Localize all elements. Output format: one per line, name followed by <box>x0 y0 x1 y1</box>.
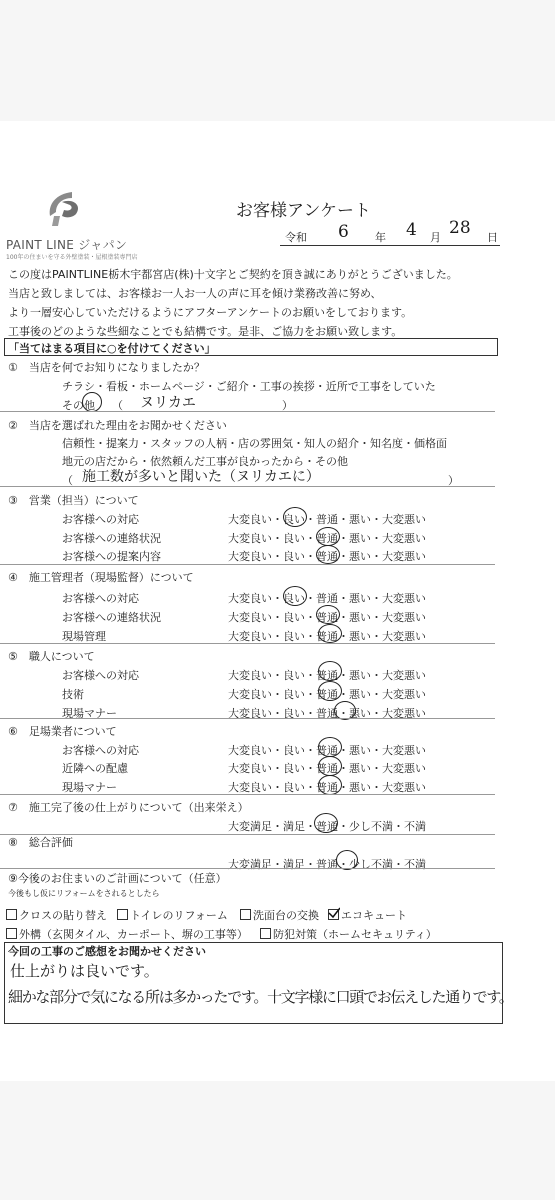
date-era: 令和 <box>285 231 307 244</box>
checkbox[interactable] <box>260 928 271 939</box>
page-title: お客様アンケート <box>236 201 371 221</box>
q6-answer-2-circle <box>318 756 342 776</box>
q5-scale-1: 大変良い・良い・普通・悪い・大変悪い <box>228 669 426 682</box>
q1-other-circle <box>82 392 102 412</box>
option-label: 外構（玄関タイル、カーポート、塀の工事等） <box>19 928 248 941</box>
intro-line-1: この度はPAINTLINE栃木宇都宮店(株)十文字とご契約を頂き誠にありがとうございました。 <box>8 268 458 281</box>
q6-scale-1: 大変良い・良い・普通・悪い・大変悪い <box>228 744 426 757</box>
divider-q1 <box>0 411 495 412</box>
q8-scale: 大変満足・満足・普通・少し不満・不満 <box>228 858 426 871</box>
divider-q5 <box>0 718 495 719</box>
checkbox[interactable] <box>6 928 17 939</box>
date-month: 4 <box>406 220 417 240</box>
q9-subtext: 今後もし仮にリフォームをされるとしたら <box>8 889 160 898</box>
q5-scale-3: 大変良い・良い・普通・悪い・大変悪い <box>228 707 426 720</box>
q3-item-1: お客様への対応 <box>62 513 139 526</box>
date-underline <box>280 245 500 246</box>
q5-item-3: 現場マナー <box>62 707 117 720</box>
q3-answer-3-circle <box>316 545 340 564</box>
check-mark-icon <box>328 907 340 919</box>
q6-scale-3: 大変良い・良い・普通・悪い・大変悪い <box>228 781 426 794</box>
q3-scale-2: 大変良い・良い・普通・悪い・大変悪い <box>228 532 426 545</box>
impressions-line-1: 仕上がりは良いです。 <box>10 962 159 980</box>
divider-q3 <box>0 564 495 565</box>
q5-item-1: お客様への対応 <box>62 669 139 682</box>
q2-answer: 施工数が多いと聞いた（ヌリカエに） <box>82 469 320 485</box>
option-label: クロスの貼り替え <box>19 909 107 922</box>
intro-line-4: 工事後のどのような些細なことでも結構です。是非、ご協力をお願い致します。 <box>8 325 403 338</box>
instruction-text: 「当てはまる項目に○を付けてください」 <box>8 342 216 355</box>
q6-item-3: 現場マナー <box>62 781 117 794</box>
q3-answer-2-circle <box>316 527 340 546</box>
option-cross[interactable] <box>6 907 107 923</box>
q2-answer-close: ） <box>448 474 459 487</box>
paintline-logo-icon <box>42 188 84 228</box>
q4-answer-1-circle <box>283 586 307 606</box>
date-year: 6 <box>338 222 349 242</box>
q2-options-2: 地元の店だから・依然頼んだ工事が良かったから・その他 <box>62 455 348 468</box>
q1-label: ① 当店を何でお知りになりましたか？ <box>8 361 205 374</box>
q4-item-2: お客様への連絡状況 <box>62 611 161 624</box>
option-ecocute[interactable] <box>328 907 407 923</box>
option-security[interactable] <box>260 926 437 942</box>
q7-answer-circle <box>314 813 338 833</box>
q6-label: ⑥ 足場業者について <box>8 725 117 738</box>
option-washbasin[interactable] <box>240 907 319 923</box>
q3-item-2: お客様への連絡状況 <box>62 532 161 545</box>
q3-answer-1-circle <box>283 507 307 527</box>
q2-answer-open: （ <box>62 474 73 487</box>
q6-answer-3-circle <box>318 775 342 795</box>
q5-scale-2: 大変良い・良い・普通・悪い・大変悪い <box>228 688 426 701</box>
logo-tagline: 100年の住まいを守る外壁塗装・屋根塗装専門店 <box>6 254 138 261</box>
q4-answer-3-circle <box>318 624 342 643</box>
option-label: トイレのリフォーム <box>130 909 228 922</box>
q4-scale-1: 大変良い・良い・普通・悪い・大変悪い <box>228 592 426 605</box>
divider-q4 <box>0 643 495 644</box>
q7-label: ⑦ 施工完了後の仕上がりについて（出来栄え） <box>8 801 249 814</box>
intro-line-2: 当店と致しましては、お客様お一人お一人の声に耳を傾け業務改善に努め、 <box>8 287 382 300</box>
q8-answer-circle <box>336 850 358 870</box>
q1-other-open: （ <box>112 399 123 412</box>
option-label: 防犯対策（ホームセキュリティ） <box>273 928 437 941</box>
q4-label: ④ 施工管理者（現場監督）について <box>8 571 194 584</box>
q3-scale-3: 大変良い・良い・普通・悪い・大変悪い <box>228 550 426 563</box>
q1-other-close: ） <box>282 399 293 412</box>
option-label: エコキュート <box>341 909 407 922</box>
q5-answer-1-circle <box>318 661 342 681</box>
q5-item-2: 技術 <box>62 688 84 701</box>
q4-scale-2: 大変良い・良い・普通・悪い・大変悪い <box>228 611 426 624</box>
logo-text: PAINT LINE ジャパン <box>6 238 128 252</box>
divider-q8 <box>0 868 495 869</box>
checkbox-checked[interactable] <box>328 909 339 920</box>
intro-line-3: より一層安心していただけるようにアフターアンケートのお願いをしております。 <box>8 306 413 319</box>
date-year-label: 年 <box>375 231 386 244</box>
divider-q6 <box>0 794 495 795</box>
option-toilet[interactable] <box>117 907 228 923</box>
q3-item-3: お客様への提案内容 <box>62 550 161 563</box>
q3-label: ③ 営業（担当）について <box>8 494 139 507</box>
q6-answer-1-circle <box>318 737 342 757</box>
q4-item-1: お客様への対応 <box>62 592 139 605</box>
q5-answer-2-circle <box>318 681 342 701</box>
q4-answer-2-circle <box>316 605 340 624</box>
q3-scale-1: 大変良い・良い・普通・悪い・大変悪い <box>228 513 426 526</box>
impressions-line-2: 細かな部分で気になる所は多かったです。十文字様に口頭でお伝えした通りです。 <box>8 988 513 1006</box>
divider-q7 <box>0 834 495 835</box>
checkbox[interactable] <box>117 909 128 920</box>
option-label: 洗面台の交換 <box>253 909 319 922</box>
checkbox[interactable] <box>6 909 17 920</box>
divider-q2 <box>0 486 495 487</box>
q1-options: チラシ・看板・ホームページ・ご紹介・工事の挨拶・近所で工事をしていた <box>62 380 436 393</box>
q6-scale-2: 大変良い・良い・普通・悪い・大変悪い <box>228 762 426 775</box>
q4-scale-3: 大変良い・良い・普通・悪い・大変悪い <box>228 630 426 643</box>
q2-options-1: 信頼性・提案力・スタッフの人柄・店の雰囲気・知人の紹介・知名度・価格面 <box>62 437 447 450</box>
date-day-label: 日 <box>487 231 498 244</box>
checkbox[interactable] <box>240 909 251 920</box>
q1-other-answer: ヌリカエ <box>140 395 196 411</box>
option-exterior[interactable] <box>6 926 248 942</box>
q2-label: ② 当店を選ばれた理由をお聞かせください <box>8 419 227 432</box>
q6-item-2: 近隣への配慮 <box>62 762 128 775</box>
q1-other-label: その他 <box>62 399 95 412</box>
q4-item-3: 現場管理 <box>62 630 106 643</box>
impressions-label: 今回の工事のご感想をお聞かせください <box>8 945 206 958</box>
q8-label: ⑧ 総合評価 <box>8 836 73 849</box>
date-month-label: 月 <box>430 231 441 244</box>
q7-scale: 大変満足・満足・普通・少し不満・不満 <box>228 820 426 833</box>
q6-item-1: お客様への対応 <box>62 744 139 757</box>
q5-label: ⑤ 職人について <box>8 650 95 663</box>
date-day: 28 <box>449 218 471 238</box>
q9-label: ⑨今後のお住まいのご計画について（任意） <box>8 872 227 885</box>
